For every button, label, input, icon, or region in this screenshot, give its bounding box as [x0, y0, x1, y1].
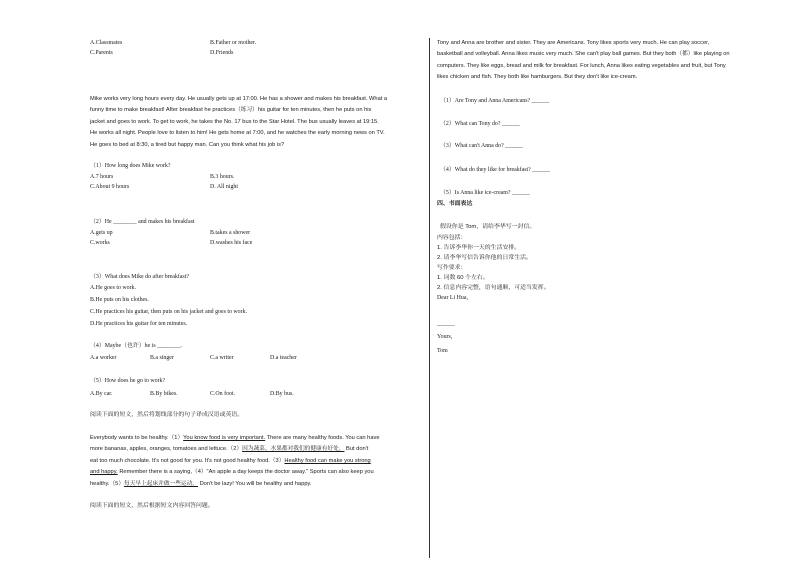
underlined-sentence: Healthy food can make you strong — [284, 457, 371, 464]
option-b: B.Father or mother. — [210, 40, 257, 46]
line-pre: eat too much chocolate. It's not good for you. It's not good healthy food.（3） — [90, 457, 285, 464]
question-3-stem: （3）What does Mike do after breakfast? — [90, 274, 189, 280]
option-a: A.Classmates — [90, 40, 123, 46]
passage-line — [90, 444, 380, 455]
passage-line: funny time to make breakfast! After breakfast he practices（练习）his guitar for ten minutes, then he puts on his — [90, 107, 372, 114]
q3-option-d: D.He practices his guitar for ten minutes. — [90, 321, 188, 327]
passage-line: jacket and goes to work. To get to work, he takes the No. 17 bus to the Star Hotel. The bus usually leaves at 19:15. — [90, 118, 379, 125]
section-writing-title: 四、书面表达 — [437, 201, 473, 207]
line-post: But don't — [344, 446, 369, 453]
line-post: There are many healthy foods. You can have — [265, 435, 380, 441]
q5-option-d: D.By bus. — [270, 391, 294, 397]
writing-line: 假设你是 Tom，请给李华写一封信。 — [440, 224, 536, 230]
q1-option-a: A.7 hours — [90, 174, 114, 180]
writing-line: 1. 词数 60 个左右。 — [437, 275, 489, 281]
question-5-stem: （5）How does he go to work? — [90, 378, 166, 384]
letter-body-blank: ______ — [437, 321, 455, 327]
q2-option-b: B.takes a shower — [210, 230, 251, 236]
writing-line: 1. 告诉李华你一天的生活安排。 — [437, 245, 521, 251]
line-pre: Everybody wants to be healthy.（1） — [90, 435, 184, 441]
passage-line — [90, 456, 380, 467]
q1-option-b: B.3 hours. — [210, 174, 235, 180]
question-4-stem: （4）Maybe（也许）he is ________. — [90, 343, 183, 349]
q2-option-d: D.washes his face — [210, 240, 253, 246]
passage-line — [90, 467, 380, 478]
line-post: Don't be lazy! You will be healthy and happy. — [197, 480, 312, 487]
q2-option-c: C.works — [90, 240, 110, 246]
passage-mike — [90, 94, 387, 151]
right-question-2: （2）What can Tony do? ______ — [440, 121, 520, 127]
instruction-answer: 阅读下面的短文，然后根据短文内容回答问题。 — [90, 503, 214, 509]
q1-option-c: C.About 9 hours — [90, 184, 130, 190]
option-d: D.Friends — [210, 50, 234, 56]
right-question-4: （4）What do they like for breakfast? ______ — [440, 167, 550, 173]
right-question-3: （3）What can't Anna do? ______ — [440, 143, 523, 149]
column-divider — [429, 38, 430, 558]
line-pre: healthy.（5） — [90, 480, 125, 487]
passage-line: He works all night. People love to listen to him! He gets home at 7:00, and he watches the early morning news on TV. — [90, 130, 385, 137]
q3-option-a: A.He goes to work. — [90, 285, 136, 291]
passage-line: Tony and Anna are brother and sister. They are Americans. Tony likes sports very much. He can play soccer, — [437, 40, 710, 46]
instruction-translate: 阅读下面的短文，然后将划线部分的句子译成汉语或英语。 — [90, 412, 244, 418]
passage-line: Mike works very long hours every day. He usually gets up at 17:00. He has a shower and makes his breakfast. What a — [90, 96, 388, 102]
option-c: C.Parents — [90, 50, 113, 56]
line-pre: more bananas, apples, oranges, tomatoes and lettuce.（2） — [90, 446, 243, 453]
passage-line — [90, 433, 380, 444]
q1-option-d: D. All night — [210, 184, 238, 190]
passage-line: likes chicken and fish. They both like hamburgers. But they don't like ice-cream. — [437, 74, 638, 81]
q4-option-d: D.a teacher — [270, 355, 297, 361]
letter-closing: Yours, — [437, 334, 453, 340]
q4-option-c: C.a writer — [210, 355, 234, 361]
underlined-sentence: and happy. — [90, 469, 118, 476]
passage-line: computers. They like eggs, bread and milk for breakfast. For lunch, Anna likes eating vegetables and fruit, but Tony — [437, 62, 726, 69]
q4-option-b: B.a singer — [150, 355, 174, 361]
writing-line: 2. 信息内容完整，语句通顺，可适当发挥。 — [437, 285, 550, 291]
underlined-sentence: 每天早上起床并做一些运动。 — [124, 480, 198, 487]
passage-line: He goes to bed at 8:30, a tired but happy man. Can you think what his job is? — [90, 141, 285, 148]
line-post: Remember there is a saying,（4）"An apple a day keeps the doctor away." Sports can also keep you — [117, 469, 374, 476]
letter-greeting: Dear Li Hua, — [437, 295, 468, 301]
passage-health — [90, 433, 380, 490]
q3-option-b: B.He puts on his clothes. — [90, 297, 149, 303]
q5-option-c: C.On foot. — [210, 391, 236, 397]
letter-signature: Tom — [437, 348, 448, 354]
underlined-sentence: You know food is very important. — [183, 435, 266, 441]
underlined-sentence: 因为蔬菜、水果都对我们的健康有好处。 — [242, 446, 345, 453]
question-1-stem: （1）How long does Mike work? — [90, 163, 171, 169]
right-question-1: （1）Are Tony and Anna Americans? ______ — [440, 98, 550, 104]
q2-option-a: A.gets up — [90, 230, 113, 236]
right-question-5: （5）Is Anna like ice-cream? ______ — [440, 190, 530, 196]
passage-line — [90, 479, 380, 490]
q5-option-b: B.By bikes. — [150, 391, 178, 397]
question-2-stem: （2）He ________ and makes his breakfast — [90, 219, 195, 225]
passage-line: basketball and volleyball. Anna likes music very much. She can't play ball games. But they both（都）like playing on — [437, 51, 730, 58]
writing-line: 写作要求： — [437, 265, 467, 271]
q5-option-a: A.By car. — [90, 391, 113, 397]
passage-tony — [437, 38, 730, 84]
writing-line: 内容包括： — [437, 235, 467, 241]
writing-line: 2. 请李华写信告诉你他的日常生活。 — [437, 255, 532, 261]
q4-option-a: A.a worker — [90, 355, 117, 361]
q3-option-c: C.He practices his guitar, then puts on his jacket and goes to work. — [90, 309, 247, 315]
